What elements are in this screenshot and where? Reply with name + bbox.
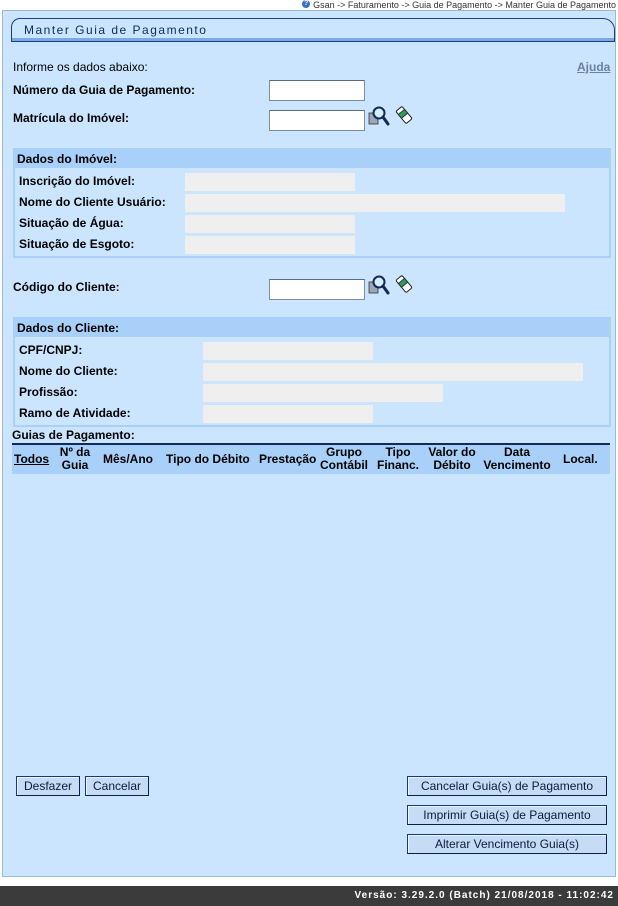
col-tipo-financ: [374, 446, 422, 472]
dados-cliente-section: [13, 317, 611, 427]
numero-guia-input[interactable]: [269, 80, 365, 101]
situacao-esgoto-field: [185, 236, 355, 254]
col-grupo-line2: Contábil: [320, 458, 368, 472]
breadcrumb-text: Gsan -> Faturamento -> Guia de Pagamento -> Manter Guia de Pagamento: [313, 0, 616, 10]
col-prestacao: Prestação: [259, 452, 317, 466]
desfazer-button[interactable]: Desfazer: [16, 776, 80, 796]
cpf-label: CPF/CNPJ:: [19, 343, 83, 357]
nome-cliente-usuario-field: [185, 194, 565, 212]
dados-imovel-header: Dados do Imóvel:: [15, 150, 609, 168]
dados-cliente-header: Dados do Cliente:: [15, 319, 609, 337]
col-grupo-contabil: [318, 446, 370, 472]
title-bar: [11, 18, 615, 42]
situacao-agua-label: Situação de Água:: [19, 216, 124, 230]
guias-title: Guias de Pagamento:: [12, 428, 135, 442]
col-grupo-line1: Grupo: [326, 445, 362, 459]
cpf-field: [203, 342, 373, 360]
help-icon[interactable]: ?: [303, 0, 309, 7]
help-link[interactable]: Ajuda: [577, 60, 611, 74]
profissao-field: [203, 384, 443, 402]
col-local: Local.: [563, 452, 598, 466]
col-num-guia-line2: Guia: [61, 458, 89, 472]
col-num-guia-line1: Nº da: [59, 445, 91, 459]
codigo-cliente-label: Código do Cliente:: [13, 280, 120, 294]
breadcrumb: [302, 0, 616, 10]
ramo-atividade-label: Ramo de Atividade:: [19, 406, 131, 420]
ramo-atividade-field: [203, 405, 373, 423]
nome-cliente-label: Nome do Cliente:: [19, 364, 118, 378]
situacao-agua-field: [185, 215, 355, 233]
cancelar-guias-button[interactable]: Cancelar Guia(s) de Pagamento: [407, 776, 607, 796]
nome-cliente-field: [203, 363, 583, 381]
col-mes-ano: Mês/Ano: [103, 452, 154, 466]
matricula-label: Matrícula do Imóvel:: [13, 111, 130, 125]
eraser-icon[interactable]: [395, 275, 413, 293]
numero-guia-label: Número da Guia de Pagamento:: [13, 83, 196, 97]
col-tipo-line2: Financ.: [376, 458, 419, 472]
nome-cliente-usuario-label: Nome do Cliente Usuário:: [19, 195, 166, 209]
inscricao-label: Inscrição do Imóvel:: [19, 174, 136, 188]
col-valor-debito: [424, 446, 480, 472]
matricula-input[interactable]: [269, 110, 365, 131]
search-icon[interactable]: [368, 274, 390, 296]
col-tipo-debito: Tipo do Débito: [166, 452, 250, 466]
col-tipo-line1: Tipo: [385, 445, 411, 459]
guias-table-header: [12, 445, 610, 474]
dados-imovel-section: [13, 148, 611, 258]
col-valor-line2: Débito: [433, 458, 471, 472]
profissao-label: Profissão:: [19, 385, 78, 399]
codigo-cliente-input[interactable]: [269, 279, 365, 300]
alterar-vencimento-button[interactable]: Alterar Vencimento Guia(s): [407, 834, 607, 854]
version-footer: Versão: 3.29.2.0 (Batch) 21/08/2018 - 11:02:42: [0, 886, 618, 906]
imprimir-guias-button[interactable]: Imprimir Guia(s) de Pagamento: [407, 805, 607, 825]
cancelar-button[interactable]: Cancelar: [85, 776, 149, 796]
inscricao-field: [185, 173, 355, 191]
col-data-vencimento: [480, 446, 554, 472]
intro-text: Informe os dados abaixo:: [13, 60, 148, 74]
col-num-guia: [56, 446, 94, 472]
col-data-line1: Data: [503, 445, 530, 459]
page-title: Manter Guia de Pagamento: [24, 23, 208, 37]
search-icon[interactable]: [368, 105, 390, 127]
col-valor-line1: Valor do: [428, 445, 476, 459]
situacao-esgoto-label: Situação de Esgoto:: [19, 237, 135, 251]
col-data-line2: Vencimento: [483, 458, 551, 472]
todos-link[interactable]: Todos: [14, 452, 50, 466]
eraser-icon[interactable]: [395, 106, 413, 124]
